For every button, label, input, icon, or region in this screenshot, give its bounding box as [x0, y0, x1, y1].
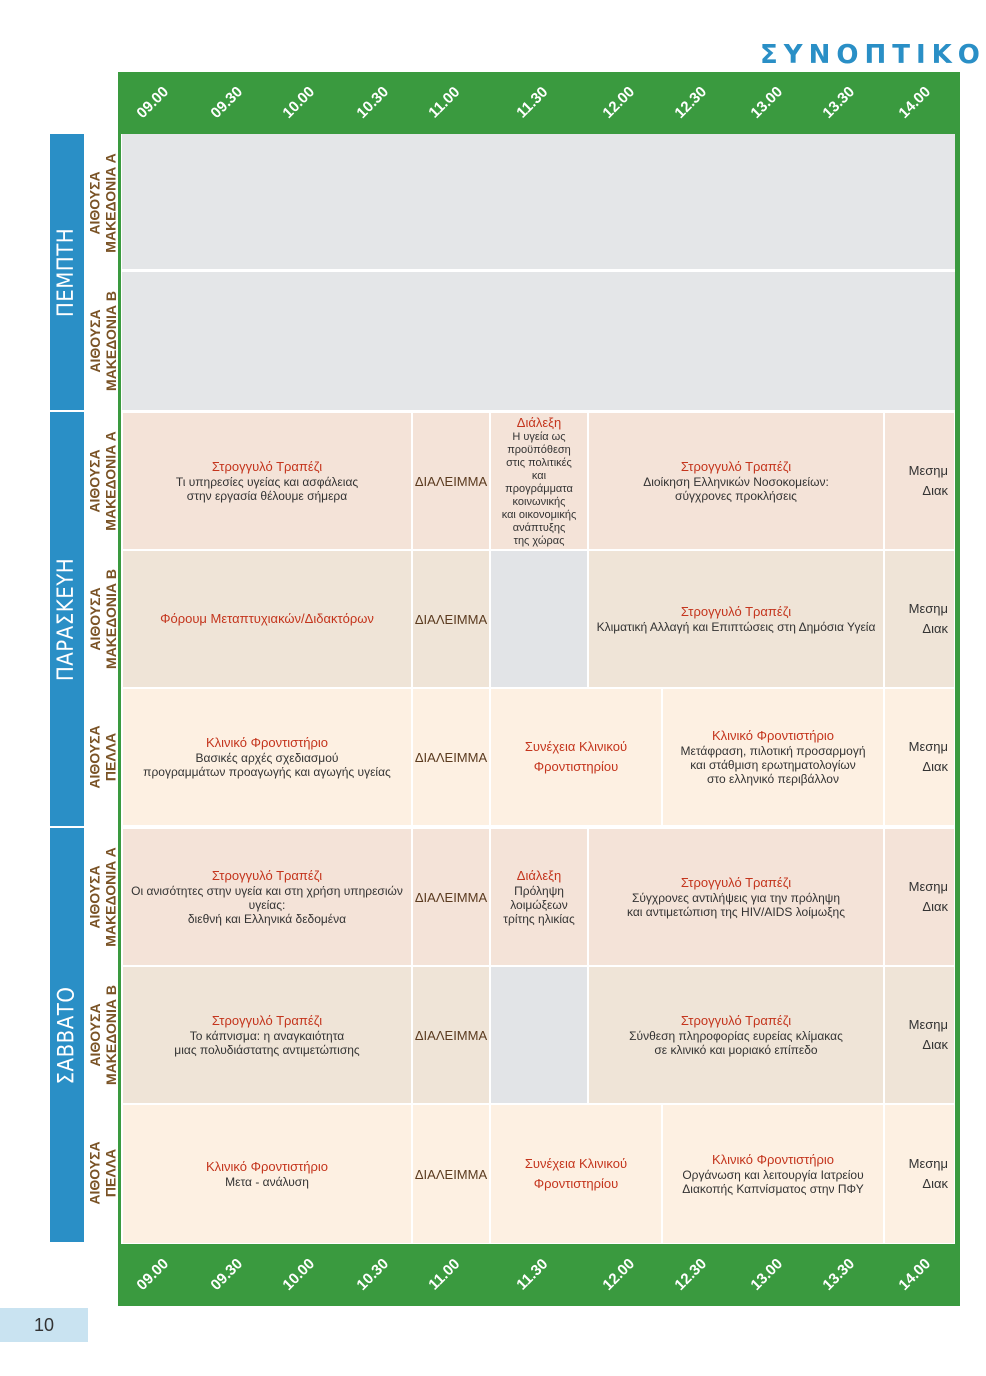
lunch-sat-p: Μεσημ Διακ: [884, 1104, 955, 1244]
time-label: 14.00: [895, 1255, 935, 1294]
time-label: 11.30: [513, 1255, 552, 1294]
session-desc: Κλιματική Αλλαγή και Επιπτώσεις στη Δημόσια Υγεία: [596, 620, 876, 634]
session-desc: Μετάφραση, πιλοτική προσαρμογή και στάθμιση ερωτηματολογίων στο ελληνικό περιβάλλον: [680, 744, 866, 786]
time-label: 12.30: [671, 1255, 711, 1294]
session-desc: Μετα - ανάλυση: [225, 1175, 309, 1189]
hall-label-fri-a: ΑΙΘΟΥΣΑ ΜΑΚΕΔΟΝΙΑ Α: [87, 431, 120, 531]
session-fri-p-2: [490, 688, 662, 826]
time-label: 09.30: [207, 1255, 247, 1294]
break-label: ΔΙΑΛΕΙΜΜΑ: [414, 889, 488, 905]
time-label: 10.30: [353, 1255, 393, 1294]
session-title: Φόρουμ Μεταπτυχιακών/Διδακτόρων: [160, 611, 374, 626]
session-desc: Διοίκηση Ελληνικών Νοσοκομείων: σύγχρονες προκλήσεις: [643, 475, 829, 503]
session-sat-a-3: [588, 828, 884, 966]
break-label: ΔΙΑΛΕΙΜΜΑ: [414, 1166, 488, 1182]
time-label: 09.00: [133, 83, 173, 122]
session-title: Στρογγυλό Τραπέζι: [211, 1013, 323, 1028]
lunch-fri-p: Μεσημ Διακ: [884, 688, 955, 826]
lunch-fri-b: Μεσημ Διακ: [884, 550, 955, 688]
session-sat-b-1: [122, 966, 412, 1104]
session-desc: Τι υπηρεσίες υγείας και ασφάλειας στην εργασία θέλουμε σήμερα: [175, 475, 359, 503]
session-desc: Οργάνωση και λειτουργία Ιατρείου Διακοπής Καπνίσματος στην ΠΦΥ: [682, 1168, 864, 1196]
page-number: 10: [0, 1308, 88, 1342]
session-sat-p-2: [490, 1104, 662, 1244]
time-label: 12.00: [599, 83, 639, 122]
session-title: Διάλεξη: [516, 868, 562, 883]
session-desc: Σύνθεση πληροφορίας ευρείας κλίμακας σε κλινικό και μοριακό επίπεδο: [629, 1029, 843, 1057]
time-label: 11.00: [425, 83, 464, 122]
session-title: Συνέχεια Κλινικού Φροντιστηρίου: [524, 1156, 628, 1191]
session-title: Συνέχεια Κλινικού Φροντιστηρίου: [524, 739, 628, 774]
session-sat-a-2: [490, 828, 588, 966]
time-label: 14.00: [895, 83, 935, 122]
break-label: ΔΙΑΛΕΙΜΜΑ: [414, 1027, 488, 1043]
session-fri-p-1: [122, 688, 412, 826]
time-label: 12.30: [671, 83, 711, 122]
session-fri-p-3: [662, 688, 884, 826]
hall-label-sat-a: ΑΙΘΟΥΣΑ ΜΑΚΕΔΟΝΙΑ Α: [87, 847, 120, 947]
time-label: 10.30: [353, 83, 393, 122]
hall-label-fri-b: ΑΙΘΟΥΣΑ ΜΑΚΕΔΟΝΙΑ Β: [87, 569, 120, 669]
hall-label-thu-a: ΑΙΘΟΥΣΑ ΜΑΚΕΔΟΝΙΑ Α: [87, 153, 120, 253]
break-fri-a: [412, 412, 490, 550]
session-desc: Η υγεία ως προϋπόθεση στις πολιτικές και προγράμματα κοινωνικής και οικονομικής ανάπτυξης της χώρας: [501, 430, 577, 547]
time-label: 12.00: [599, 1255, 639, 1294]
session-title: Κλινικό Φροντιστήριο: [205, 735, 329, 750]
lunch-fri-a: Μεσημ Διακ: [884, 412, 955, 550]
session-title: Κλινικό Φροντιστήριο: [205, 1159, 329, 1174]
break-sat-b: [412, 966, 490, 1104]
time-label: 09.00: [133, 1255, 173, 1294]
session-title: Στρογγυλό Τραπέζι: [680, 875, 792, 890]
break-label: ΔΙΑΛΕΙΜΜΑ: [414, 611, 488, 627]
time-label: 13.00: [747, 83, 787, 122]
hall-label-sat-b: ΑΙΘΟΥΣΑ ΜΑΚΕΔΟΝΙΑ Β: [87, 985, 120, 1085]
time-label: 10.00: [279, 1255, 319, 1294]
hall-label-thu-b: ΑΙΘΟΥΣΑ ΜΑΚΕΔΟΝΙΑ Β: [87, 291, 120, 391]
time-label: 10.00: [279, 83, 319, 122]
thursday-row-a: [122, 134, 955, 271]
session-title: Κλινικό Φροντιστήριο: [711, 1152, 835, 1167]
time-label: 13.30: [819, 1255, 859, 1294]
time-label: 09.30: [207, 83, 247, 122]
break-label: ΔΙΑΛΕΙΜΜΑ: [414, 473, 488, 489]
empty-slot-sat-b: [490, 966, 588, 1104]
time-label: 13.00: [747, 1255, 787, 1294]
timeline-top-labels: [120, 72, 960, 134]
break-sat-a: [412, 828, 490, 966]
break-fri-p: [412, 688, 490, 826]
lunch-sat-b: Μεσημ Διακ: [884, 966, 955, 1104]
session-sat-b-3: [588, 966, 884, 1104]
session-sat-a-1: [122, 828, 412, 966]
session-fri-a-1: [122, 412, 412, 550]
hall-label-sat-pella: ΑΙΘΟΥΣΑ ΠΕΛΛΑ: [87, 1141, 119, 1205]
session-desc: Σύγχρονες αντιλήψεις για την πρόληψη και αντιμετώπιση της HIV/AIDS λοίμωξης: [626, 891, 845, 919]
grid-line-right: [955, 134, 960, 1244]
break-label: ΔΙΑΛΕΙΜΜΑ: [414, 749, 488, 765]
break-fri-b: [412, 550, 490, 688]
page-title: ΣΥΝΟΠΤΙΚΟ: [760, 40, 986, 70]
session-desc: Οι ανισότητες στην υγεία και στη χρήση υπηρεσιών υγείας: διεθνή και Ελληνικά δεδομένα: [131, 884, 403, 926]
session-fri-a-2: [490, 412, 588, 550]
day-friday: ΠΑΡΑΣΚΕΥΗ: [50, 412, 84, 826]
session-title: Στρογγυλό Τραπέζι: [680, 604, 792, 619]
session-fri-a-3: [588, 412, 884, 550]
session-title: Στρογγυλό Τραπέζι: [211, 459, 323, 474]
timeline-bottom-labels: [120, 1244, 960, 1306]
session-desc: Βασικές αρχές σχεδιασμού προγραμμάτων προαγωγής και αγωγής υγείας: [143, 751, 391, 779]
session-fri-b-3: [588, 550, 884, 688]
lunch-sat-a: Μεσημ Διακ: [884, 828, 955, 966]
thursday-row-b: [122, 272, 955, 410]
day-thursday: ΠΕΜΠΤΗ: [50, 134, 84, 410]
time-label: 13.30: [819, 83, 859, 122]
session-desc: Το κάπνισμα: η αναγκαιότητα μιας πολυδιάστατης αντιμετώπισης: [174, 1029, 360, 1057]
session-fri-b-1: [122, 550, 412, 688]
day-saturday: ΣΑΒΒΑΤΟ: [50, 828, 84, 1242]
empty-slot-fri-b: [490, 550, 588, 688]
time-label: 11.30: [513, 83, 552, 122]
session-desc: Πρόληψη λοιμώξεων τρίτης ηλικίας: [503, 884, 575, 926]
session-title: Στρογγυλό Τραπέζι: [680, 1013, 792, 1028]
session-title: Κλινικό Φροντιστήριο: [711, 728, 835, 743]
break-sat-p: [412, 1104, 490, 1244]
hall-label-fri-pella: ΑΙΘΟΥΣΑ ΠΕΛΛΑ: [87, 725, 119, 789]
session-title: Διάλεξη: [516, 414, 562, 430]
session-title: Στρογγυλό Τραπέζι: [211, 868, 323, 883]
time-label: 11.00: [425, 1255, 464, 1294]
session-sat-p-1: [122, 1104, 412, 1244]
session-title: Στρογγυλό Τραπέζι: [680, 459, 792, 474]
session-sat-p-3: [662, 1104, 884, 1244]
